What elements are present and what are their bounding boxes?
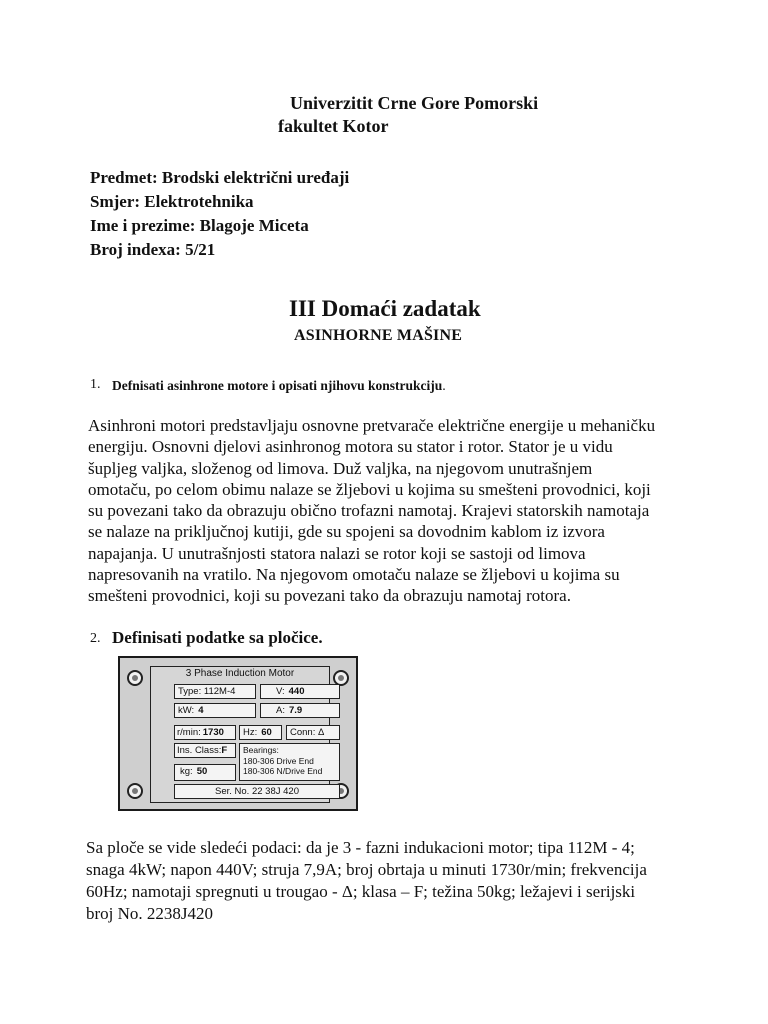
answer1-line: šupljeg valjka, složenog od limova. Duž valjka, na njegovom unutrašnjem <box>88 458 593 478</box>
motor-nameplate-image <box>118 656 358 811</box>
type-label: Type: <box>178 686 202 697</box>
university-name-line2: fakultet Kotor <box>278 116 389 136</box>
answer1-line: Asinhroni motori predstavljaju osnovne pretvarače električne energije u mehaničku <box>88 416 656 435</box>
current-value: 7.9 <box>288 705 303 716</box>
voltage-value: 440 <box>288 686 305 697</box>
nameplate-rpm <box>174 725 236 740</box>
question1 <box>112 377 446 395</box>
bearings-label: Bearings: <box>243 745 279 755</box>
power-label: kW: <box>178 705 195 716</box>
meta-block <box>90 166 349 262</box>
insulation-label: Ins. Class: <box>177 745 222 756</box>
answer1-line: napajanja. U unutrašnjosti statora nalazi se rotor koji se sastoji od limova <box>88 543 586 563</box>
answer2-line: 60Hz; namotaji spregnuti u trougao - Δ; klasa – F; težina 50kg; ležajevi i serijski <box>86 882 636 901</box>
nameplate-connection <box>286 725 340 740</box>
frequency-label: Hz: <box>243 727 258 738</box>
voltage-label: V: <box>276 686 285 697</box>
nameplate-power <box>174 703 256 718</box>
answer2-line: Sa ploče se vide sledeći podaci: da je 3 - fazni indukacioni motor; tipa 112M - 4; <box>86 838 635 857</box>
nameplate-type <box>174 684 256 699</box>
frequency-value: 60 <box>261 727 272 738</box>
assignment-title: III Domaći zadatak <box>289 296 481 321</box>
connection-value: Δ <box>318 727 325 738</box>
question1-trail: . <box>442 379 446 394</box>
current-label: A: <box>276 705 285 716</box>
insulation-value: F <box>221 745 228 756</box>
nameplate-bearings <box>239 743 340 781</box>
nameplate-insulation-class <box>174 743 236 758</box>
meta-direction: Smjer: Elektrotehnika <box>90 192 254 211</box>
answer2-line: snaga 4kW; napon 440V; struja 7,9A; broj obrtaja u minuti 1730r/min; frekvencija <box>86 860 647 879</box>
question2-text: Definisati podatke sa pločice. <box>112 628 323 647</box>
weight-value: 50 <box>196 766 208 777</box>
answer2-line: broj No. 2238J420 <box>86 904 214 923</box>
answer1-line: su povezani tako da obrazuju obično trofazni namotaj. Krajevi statorskih namotaja <box>88 501 650 521</box>
nameplate-serial-number: Ser. No. 22 38J 420 <box>174 784 340 799</box>
screw-hole-icon <box>127 783 143 799</box>
rpm-label: r/min: <box>177 727 201 738</box>
question1-number: 1. <box>90 377 101 392</box>
meta-subject: Predmet: Brodski električni uređaji <box>90 168 350 187</box>
connection-label: Conn: <box>290 727 316 738</box>
bearings-drive-end: 180-306 Drive End <box>243 755 314 766</box>
weight-label: kg: <box>180 766 193 777</box>
screw-hole-icon <box>127 670 143 686</box>
answer1-line: napresovanih na vratilo. Na njegovom omotaču nalaze se žljebovi u kojima su <box>88 565 620 585</box>
answer2-paragraph <box>86 837 726 925</box>
rpm-value: 1730 <box>202 727 224 738</box>
university-name-line1: Univerzitit Crne Gore Pomorski <box>290 93 539 113</box>
nameplate-weight <box>174 764 236 781</box>
answer1-line: omotaču, po celom obimu nalaze se žljebovi u kojima su smešteni provodnici, koji <box>88 479 651 499</box>
meta-student-name: Ime i prezime: Blagoje Miceta <box>90 216 309 235</box>
nameplate-frequency <box>239 725 282 740</box>
power-value: 4 <box>198 705 204 716</box>
bearings-non-drive-end: 180-306 N/Drive End <box>243 766 323 776</box>
nameplate-current <box>260 703 340 718</box>
answer1-line: se nalaze na priključnoj kutiji, gde su spojeni sa dovodnim kablom iz izvora <box>88 522 605 542</box>
nameplate-voltage <box>260 684 340 699</box>
answer1-paragraph <box>88 415 688 607</box>
type-value: 112M-4 <box>203 686 236 697</box>
answer1-line: energiju. Osnovni djelovi asinhronog motora su stator i rotor. Stator je u vidu <box>88 437 613 457</box>
nameplate-title: 3 Phase Induction Motor <box>185 668 295 679</box>
meta-index-number: Broj indexa: 5/21 <box>90 240 216 259</box>
question2-number: 2. <box>90 631 101 646</box>
question1-text: Defnisati asinhrone motore i opisati njihovu konstrukciju <box>112 378 443 393</box>
answer1-line: smešteni provodnici, koji su povezani tako da obrazuju namotaj rotora. <box>88 586 571 606</box>
assignment-subtitle: ASINHORNE MAŠINE <box>294 327 463 344</box>
